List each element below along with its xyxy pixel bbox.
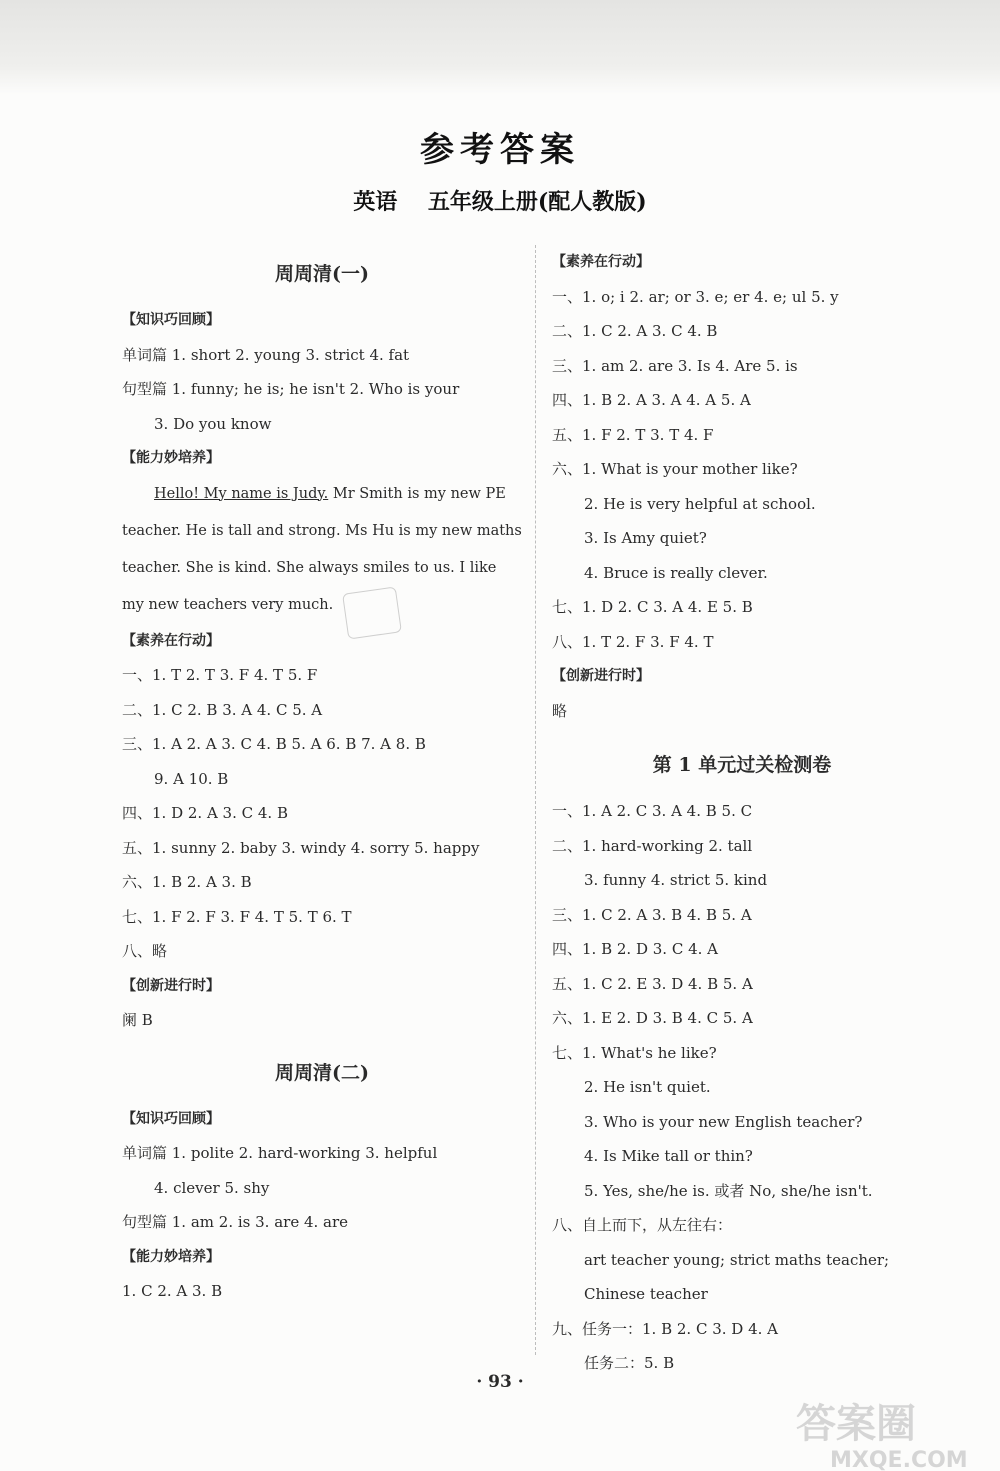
tag-action: 【素养在行动】 [552, 254, 650, 270]
tag-innovation: 【创新进行时】 [552, 668, 650, 684]
answer-line: 一、1. o; i 2. ar; or 3. e; er 4. e; ul 5. y [552, 287, 839, 306]
answer-paragraph [122, 476, 522, 624]
left-column [122, 245, 522, 1309]
answer-line: 句型篇 1. funny; he is; he isn't 2. Who is your [122, 380, 460, 398]
answer-line: 四、1. B 2. A 3. A 4. A 5. A [552, 391, 751, 409]
answer-line: 五、1. C 2. E 3. D 4. B 5. A [552, 974, 753, 993]
answer-line: 2. He isn't quiet. [584, 1078, 711, 1096]
tag-ability: 【能力妙培养】 [122, 1248, 220, 1265]
section-title-week2: 周周清(二) [275, 1061, 369, 1084]
answer-line: 三、1. A 2. A 3. C 4. B 5. A 6. B 7. A 8. B [122, 735, 426, 753]
answer-line: 4. Is Mike tall or thin? [584, 1147, 753, 1165]
underlined-text: Hello! My name is Judy. [154, 485, 329, 502]
answer-line: 3. Do you know [154, 414, 272, 433]
answer-line: 5. Yes, she/he is. 或者 No, she/he isn't. [584, 1181, 873, 1200]
answer-line: 五、1. sunny 2. baby 3. windy 4. sorry 5. happy [122, 838, 480, 857]
answer-line: 4. Bruce is really clever. [584, 563, 768, 582]
tag-knowledge-review: 【知识巧回顾】 [122, 1110, 220, 1127]
answer-line: 九、任务一：1. B 2. C 3. D 4. A [552, 1319, 778, 1338]
page-number: · 93 · [476, 1372, 524, 1392]
column-divider [535, 245, 536, 1355]
answer-line: 一、1. T 2. T 3. F 4. T 5. F [122, 666, 318, 684]
answer-line: art teacher young; strict maths teacher; [584, 1250, 890, 1269]
answer-line: 任务二：5. B [584, 1354, 675, 1372]
answer-line: 三、1. C 2. A 3. B 4. B 5. A [552, 905, 752, 924]
answer-line: 三、1. am 2. are 3. Is 4. Are 5. is [552, 356, 798, 375]
page-title: 参考答案 [420, 130, 580, 170]
section-title-unit1-test: 第 1 单元过关检测卷 [652, 754, 832, 776]
answer-line: 句型篇 1. am 2. is 3. are 4. are [122, 1213, 349, 1231]
scan-header-band [0, 0, 1000, 95]
watermark-logo-icon [790, 1395, 995, 1471]
answer-line: 单词篇 1. polite 2. hard-working 3. helpful [122, 1144, 438, 1162]
paragraph-text: Mr Smith is my new PE teacher. He is tall and strong. Ms Hu is my new maths teacher. She is kind. She always smiles to us. I like my new teachers very much. [122, 485, 522, 613]
tag-innovation: 【创新进行时】 [122, 977, 220, 994]
watermark-line2: MXQE.COM [830, 1448, 968, 1471]
answer-line: 3. funny 4. strict 5. kind [584, 871, 768, 889]
answer-line: 二、1. C 2. B 3. A 4. C 5. A [122, 700, 323, 719]
answer-line: 四、1. B 2. D 3. C 4. A [552, 940, 718, 958]
answer-line: 七、1. What's he like? [552, 1043, 717, 1062]
answer-line: 二、1. hard-working 2. tall [552, 836, 753, 855]
answer-line: 六、1. E 2. D 3. B 4. C 5. A [552, 1009, 753, 1027]
answer-line: 3. Who is your new English teacher? [584, 1112, 863, 1131]
answer-line: Chinese teacher [584, 1285, 708, 1303]
answer-line: 七、1. D 2. C 3. A 4. E 5. B [552, 598, 753, 616]
answer-line: 一、1. A 2. C 3. A 4. B 5. C [552, 802, 753, 820]
tag-knowledge-review: 【知识巧回顾】 [122, 312, 220, 328]
answer-line: 1. C 2. A 3. B [122, 1282, 223, 1300]
answer-line: 六、1. What is your mother like? [552, 460, 798, 478]
tag-action: 【素养在行动】 [122, 632, 220, 649]
tag-ability: 【能力妙培养】 [122, 450, 220, 466]
answer-line: 六、1. B 2. A 3. B [122, 873, 252, 891]
right-column [552, 245, 932, 1381]
answer-line: 2. He is very helpful at school. [584, 494, 816, 513]
answer-line: 四、1. D 2. A 3. C 4. B [122, 804, 288, 822]
answer-line: 五、1. F 2. T 3. T 4. F [552, 425, 714, 444]
answer-line: 七、1. F 2. F 3. F 4. T 5. T 6. T [122, 907, 352, 926]
answer-line: 二、1. C 2. A 3. C 4. B [552, 322, 718, 340]
answer-line: 阑 B [122, 1011, 153, 1029]
answer-line: 略 [552, 701, 568, 720]
section-title-week1: 周周清(一) [275, 263, 369, 285]
answer-line: 八、1. T 2. F 3. F 4. T [552, 632, 714, 651]
answer-line: 八、略 [122, 942, 168, 960]
answer-line: 3. Is Amy quiet? [584, 529, 707, 547]
answer-line: 4. clever 5. shy [154, 1178, 270, 1197]
answer-line: 9. A 10. B [154, 769, 229, 788]
answer-line: 八、自上而下，从左往右： [552, 1216, 733, 1234]
stamp-mark [342, 586, 402, 639]
watermark-line1: 答案圈 [796, 1401, 916, 1447]
answer-line: 单词篇 1. short 2. young 3. strict 4. fat [122, 345, 410, 364]
page-subtitle: 英语 五年级上册(配人教版) [353, 189, 647, 215]
